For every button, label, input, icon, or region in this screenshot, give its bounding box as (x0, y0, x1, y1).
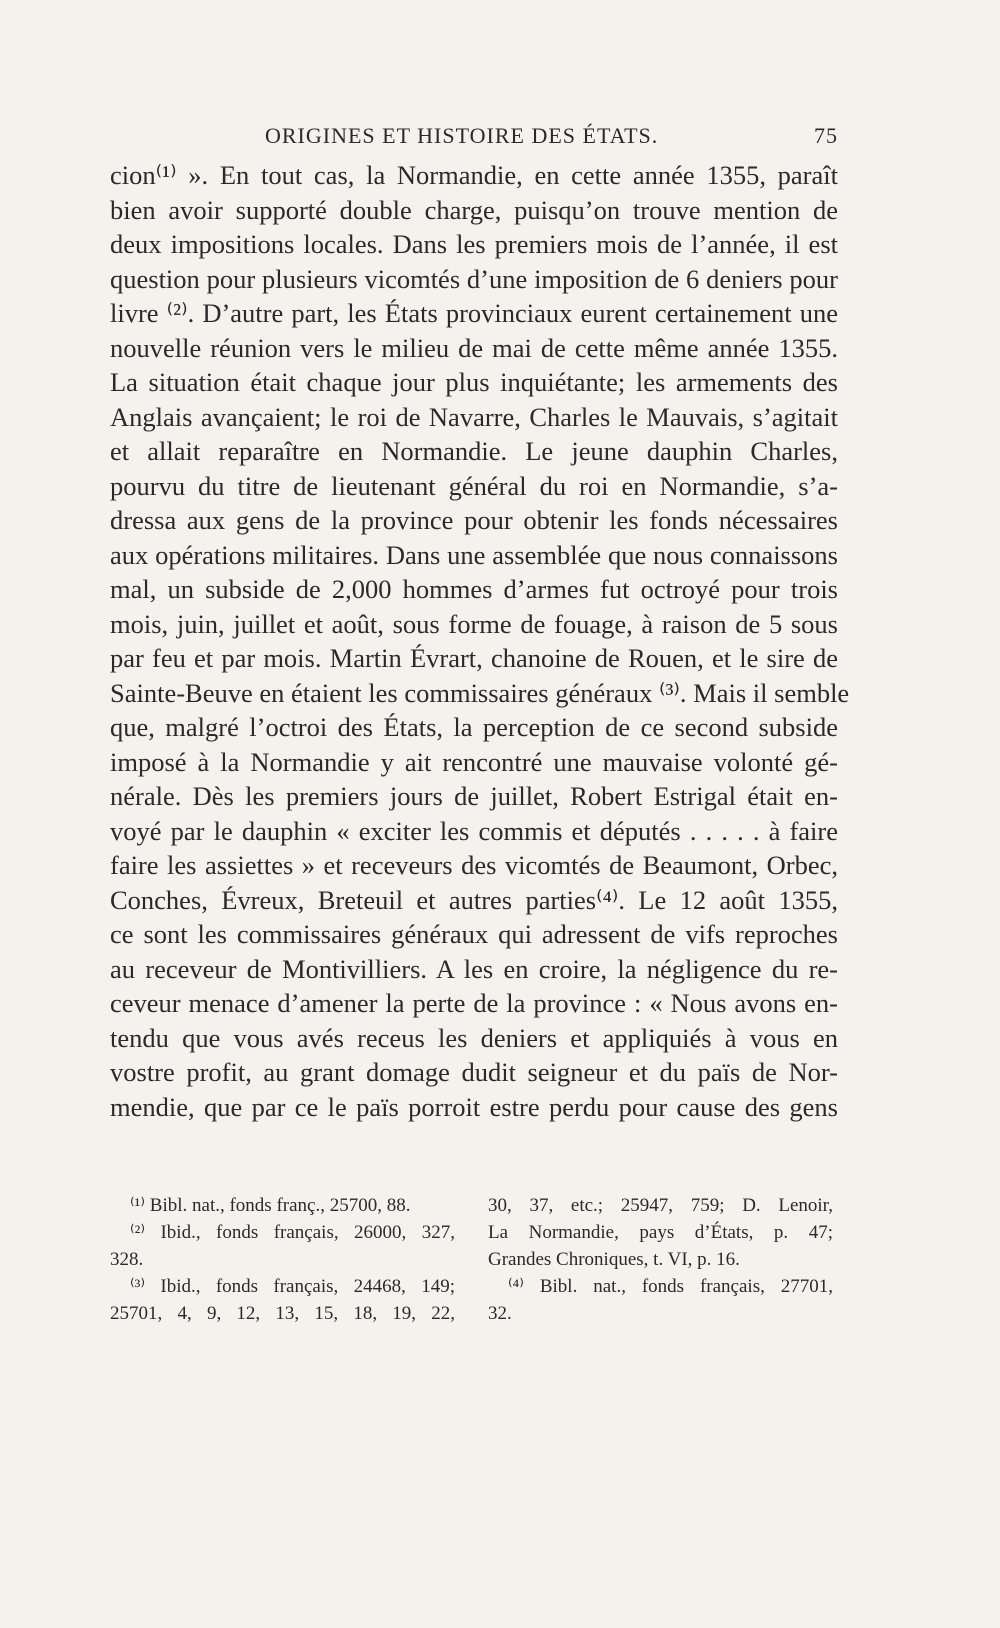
text-line: faire les assiettes » et receveurs des vicomtés de Beaumont, Orbec, (110, 850, 838, 880)
text-line: dressa aux gens de la province pour obtenir les fonds nécessaires (110, 505, 838, 535)
running-head (110, 118, 838, 154)
text-line: que, malgré l’octroi des États, la perception de ce second subside (110, 712, 838, 742)
footnote-line: La Normandie, pays d’États, p. 47; (488, 1222, 833, 1243)
text-line: pourvu du titre de lieutenant général du roi en Normandie, s’a- (110, 470, 838, 501)
running-head-title: ORIGINES ET HISTOIRE DES ÉTATS. (265, 123, 659, 148)
text-line: mois, juin, juillet et août, sous forme de fouage, à raison de 5 sous (110, 608, 838, 639)
footnote-line: 30, 37, etc.; 25947, 759; D. Lenoir, (488, 1195, 833, 1216)
footnotes-right-column (488, 1192, 833, 1327)
footnote-line: 25701, 4, 9, 12, 13, 15, 18, 19, 22, (110, 1303, 455, 1324)
text-line: deux impositions locales. Dans les premiers mois de l’année, il est (110, 229, 838, 259)
text-line: voyé par le dauphin « exciter les commis et députés . . . . . à faire (110, 815, 838, 846)
text-line: Sainte-Beuve en étaient les commissaires généraux ⁽³⁾. Mais il semble (110, 677, 850, 708)
text-line: ceveur menace d’amener la perte de la province : « Nous avons en- (110, 988, 838, 1018)
page-number: 75 (814, 123, 838, 148)
footnote-line: ⁽⁴⁾ Bibl. nat., fonds français, 27701, (508, 1276, 833, 1297)
footnote-line: 328. (110, 1249, 144, 1270)
text-line: bien avoir supporté double charge, puisqu’on trouve mention de (110, 194, 838, 225)
text-line: aux opérations militaires. Dans une assemblée que nous connaissons (110, 539, 838, 570)
text-line: mendie, que par ce le païs porroit estre perdu pour cause des gens (110, 1091, 838, 1122)
footnote-line: 32. (488, 1303, 512, 1324)
text-line: Conches, Évreux, Breteuil et autres parties⁽⁴⁾. Le 12 août 1355, (110, 884, 838, 915)
footnote-line: Grandes Chroniques, t. VI, p. 16. (488, 1249, 740, 1270)
text-line: nérale. Dès les premiers jours de juillet, Robert Estrigal était en- (110, 781, 838, 811)
text-line: La situation était chaque jour plus inquiétante; les armements des (110, 367, 838, 397)
text-line: mal, un subside de 2,000 hommes d’armes fut octroyé pour trois (110, 574, 838, 604)
footnote-line: ⁽³⁾ Ibid., fonds français, 24468, 149; (130, 1276, 455, 1297)
text-line: ce sont les commissaires généraux qui adressent de vifs reproches (110, 919, 838, 949)
text-line: et allait reparaître en Normandie. Le jeune dauphin Charles, (110, 436, 838, 466)
text-line: imposé à la Normandie y ait rencontré une mauvaise volonté gé- (110, 746, 838, 777)
footnotes-left-column (110, 1192, 455, 1327)
text-line: nouvelle réunion vers le milieu de mai de cette même année 1355. (110, 332, 838, 363)
text-line: par feu et par mois. Martin Évrart, chanoine de Rouen, et le sire de (110, 643, 838, 673)
text-line: vostre profit, au grant domage dudit seigneur et du païs de Nor- (110, 1057, 838, 1087)
text-line: Anglais avançaient; le roi de Navarre, Charles le Mauvais, s’agitait (110, 401, 838, 432)
text-line: tendu que vous avés receus les deniers et appliquiés à vous en (110, 1022, 838, 1053)
text-line: question pour plusieurs vicomtés d’une imposition de 6 deniers pour (110, 263, 838, 294)
footnote-line: ⁽¹⁾ Bibl. nat., fonds franç., 25700, 88. (130, 1195, 411, 1216)
text-line: au receveur de Montivilliers. A les en croire, la négligence du re- (110, 953, 838, 984)
footnote-line: ⁽²⁾ Ibid., fonds français, 26000, 327, (130, 1222, 455, 1243)
body-text (110, 158, 850, 1124)
text-line: livre ⁽²⁾. D’autre part, les États provinciaux eurent certainement une (110, 298, 838, 328)
text-line: cion⁽¹⁾ ». En tout cas, la Normandie, en cette année 1355, paraît (110, 160, 838, 190)
